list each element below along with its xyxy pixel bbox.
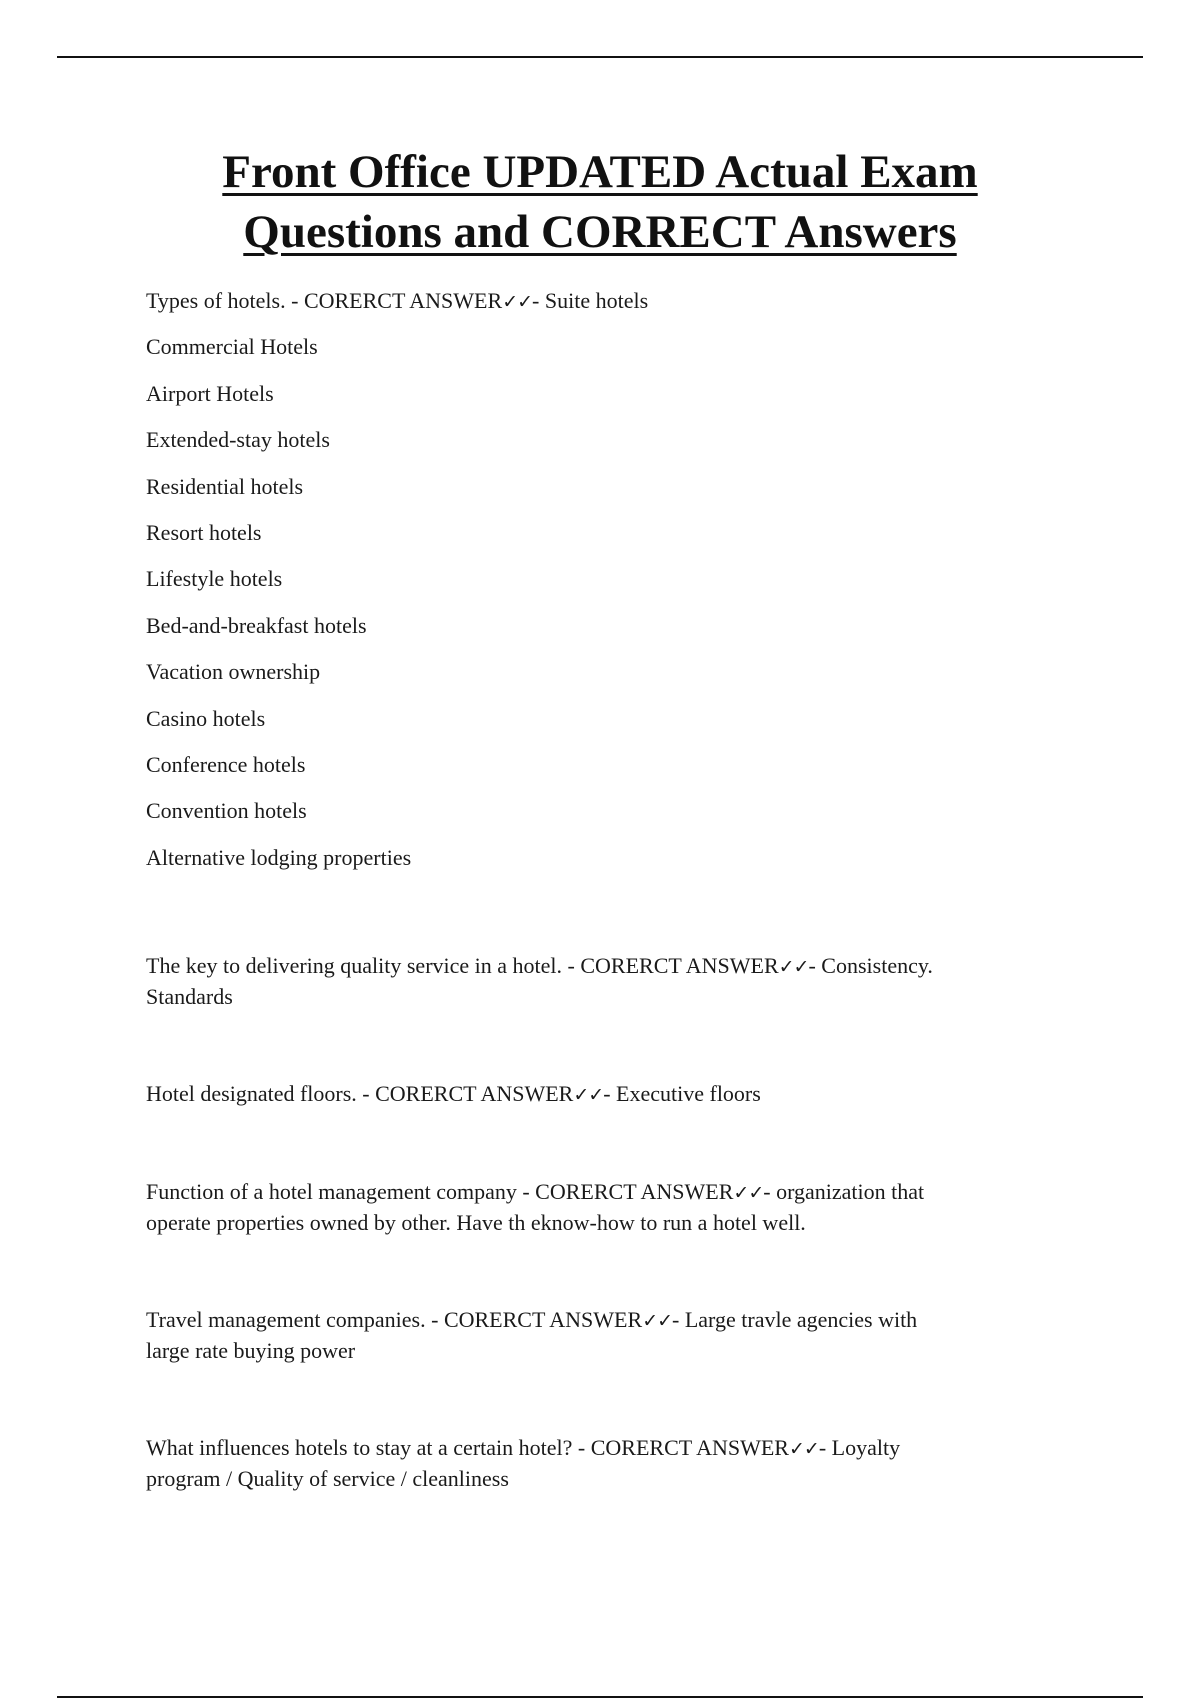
answer-marker: CORERCT ANSWER — [303, 288, 503, 313]
double-check-icon: ✓✓ — [573, 1084, 604, 1107]
double-check-icon: ✓✓ — [778, 956, 809, 979]
question-designated-floors — [146, 1079, 1046, 1110]
list-item: Vacation ownership — [146, 659, 321, 685]
question-prompt: Types of hotels. - — [146, 288, 304, 313]
question-line — [146, 1079, 1046, 1110]
list-item: Airport Hotels — [146, 380, 274, 406]
list-item: Bed-and-breakfast hotels — [146, 612, 367, 638]
bottom-rule — [57, 1696, 1143, 1698]
question-prompt: Function of a hotel management company - — [146, 1179, 536, 1205]
question-line — [146, 1177, 1046, 1208]
qa-content — [146, 282, 1046, 1494]
double-check-icon: ✓✓ — [502, 291, 533, 313]
question-travel-management — [146, 1305, 1046, 1366]
top-rule — [57, 56, 1143, 58]
question-line — [146, 951, 1046, 982]
question-quality-service — [146, 951, 1046, 1012]
answer-text: - Executive floors — [603, 1081, 761, 1107]
double-check-icon: ✓✓ — [642, 1310, 673, 1333]
answer-text: - Consistency. — [808, 953, 933, 979]
answer-continuation: Standards — [146, 984, 233, 1010]
answer-text: - Loyalty — [818, 1435, 901, 1461]
answer-continuation: large rate buying power — [146, 1338, 356, 1364]
document-title — [100, 142, 1100, 262]
question-prompt: The key to delivering quality service in a hotel. - — [146, 953, 581, 979]
question-prompt: Travel management companies. - — [146, 1307, 444, 1333]
question-types-of-hotels — [146, 282, 1046, 328]
list-item: Alternative lodging properties — [146, 844, 412, 870]
list-item: Conference hotels — [146, 751, 306, 777]
list-item: Commercial Hotels — [146, 334, 318, 360]
answer-marker: CORERCT ANSWER — [590, 1435, 789, 1461]
answer-marker: CORERCT ANSWER — [443, 1307, 643, 1333]
question-prompt: What influences hotels to stay at a certain hotel? - — [146, 1435, 591, 1461]
question-prompt: Hotel designated floors. - — [146, 1081, 376, 1107]
list-item: Resort hotels — [146, 519, 262, 545]
title-line-2: Questions and CORRECT Answers — [243, 206, 957, 258]
question-line — [146, 1433, 1046, 1464]
answer-text: - Suite hotels — [532, 288, 649, 313]
double-check-icon: ✓✓ — [788, 1438, 819, 1461]
answer-text: - Large travle agencies with — [672, 1307, 918, 1333]
list-item: Convention hotels — [146, 798, 307, 824]
question-hotel-influences — [146, 1433, 1046, 1494]
answer-text: - organization that — [763, 1179, 925, 1205]
answer-marker: CORERCT ANSWER — [375, 1081, 574, 1107]
title-line-1: Front Office UPDATED Actual Exam — [222, 146, 978, 198]
question-line — [146, 1305, 1046, 1336]
answer-marker: CORERCT ANSWER — [580, 953, 779, 979]
list-item: Extended-stay hotels — [146, 427, 330, 453]
list-item: Lifestyle hotels — [146, 566, 283, 592]
list-item: Casino hotels — [146, 705, 266, 731]
question-management-company — [146, 1177, 1046, 1238]
list-item: Residential hotels — [146, 473, 304, 499]
answer-continuation: operate properties owned by other. Have th eknow-how to run a hotel well. — [146, 1210, 806, 1236]
answer-continuation: program / Quality of service / cleanliness — [146, 1466, 509, 1492]
answer-marker: CORERCT ANSWER — [535, 1179, 734, 1205]
double-check-icon: ✓✓ — [733, 1182, 764, 1205]
